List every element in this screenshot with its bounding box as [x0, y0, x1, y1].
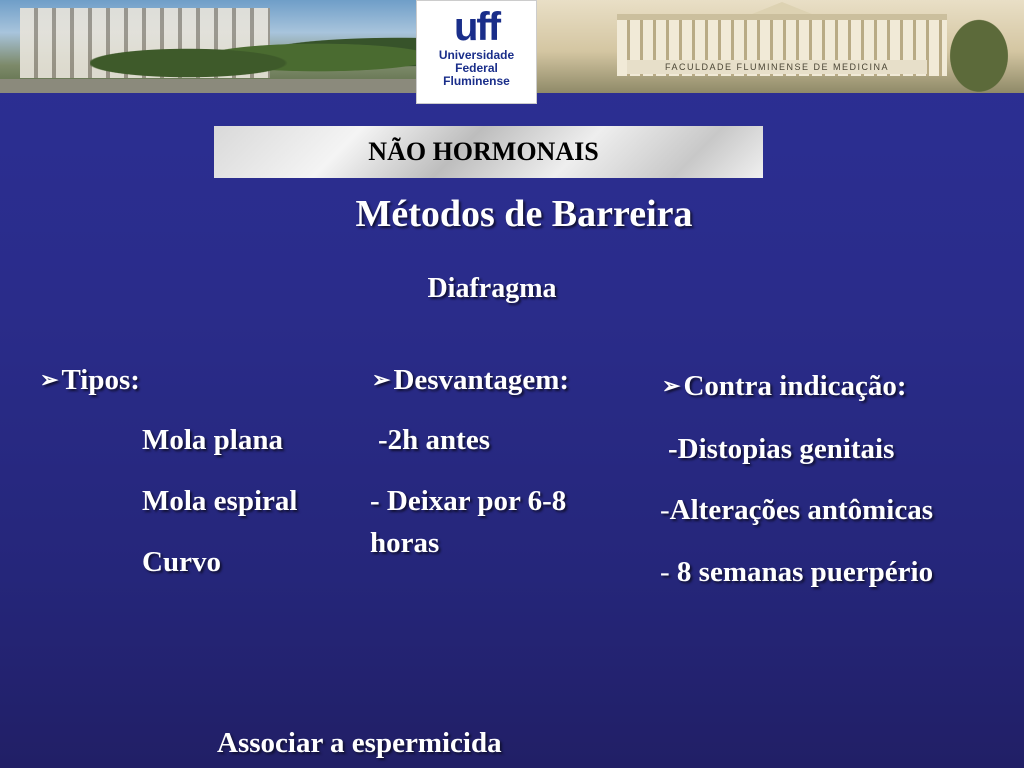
arrow-bullet-icon: ➢ [40, 367, 59, 392]
tipos-item: Mola plana [142, 424, 283, 456]
arrow-bullet-icon: ➢ [372, 367, 391, 392]
item-text: -Distopias genitais [668, 433, 895, 465]
campus-ground [0, 79, 416, 93]
contra-indicacao-item [660, 555, 933, 589]
category-banner [214, 126, 763, 178]
item-text: Alterações antômicas [669, 494, 934, 526]
uff-logo-name-1: Universidade [438, 48, 515, 62]
category-label: NÃO HORMONAIS [368, 137, 599, 166]
uff-logo-mark: uff [453, 5, 500, 49]
footer-note: Associar a espermicida [217, 727, 502, 759]
desvantagem-item: -2h antes [378, 424, 490, 456]
tipos-section [40, 363, 298, 578]
building-sign: FACULDADE FLUMINENSE DE MEDICINA [627, 60, 927, 74]
tipos-heading [40, 363, 140, 397]
uff-logo [416, 0, 537, 104]
arrow-bullet-icon: ➢ [662, 373, 681, 398]
campus-photo [0, 0, 416, 93]
item-text: 8 semanas puerpério [676, 556, 934, 588]
tipos-heading-label: Tipos: [61, 364, 140, 396]
item-prefix: - [660, 556, 677, 588]
tipos-item: Curvo [142, 546, 221, 578]
contra-indicacao-heading [662, 369, 1002, 403]
desvantagem-heading [372, 363, 622, 397]
uff-logo-name-3: Fluminense [443, 74, 510, 88]
tipos-item: Mola espiral [142, 485, 298, 517]
building-foliage [934, 0, 1024, 93]
desvantagem-heading-label: Desvantagem: [393, 364, 570, 396]
desvantagem-item: horas [370, 527, 440, 559]
item-prefix: - [660, 494, 670, 526]
desvantagem-section [370, 363, 622, 559]
campus-trees [90, 30, 416, 85]
contra-indicacao-item [668, 432, 894, 466]
contra-indicacao-section [660, 369, 1002, 588]
slide-subtitle: Diafragma [427, 273, 557, 304]
contra-indicacao-item [660, 493, 933, 527]
slide-title: Métodos de Barreira [355, 193, 693, 235]
faculty-building-photo [537, 0, 1024, 93]
desvantagem-item: - Deixar por 6-8 [370, 485, 567, 517]
contra-indicacao-heading-label: Contra indicação: [683, 370, 907, 402]
uff-logo-name-2: Federal [455, 61, 498, 75]
